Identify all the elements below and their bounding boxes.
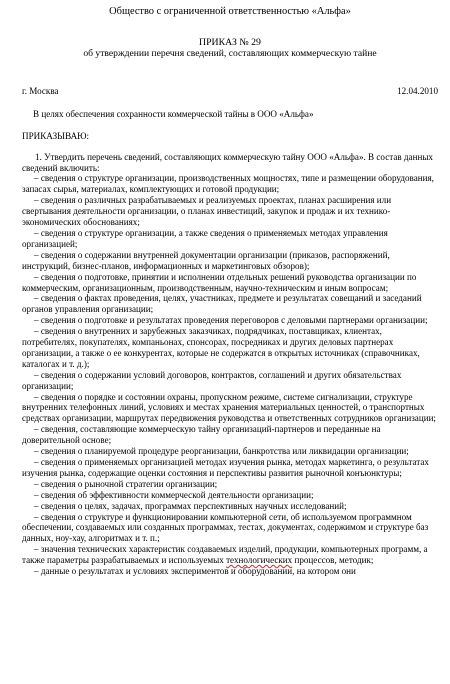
- list-item: – сведения о различных разрабатываемых и реализуемых проектах, планах расширения или свертывания деятельности организации, о планах инвестиций, закупок и продаж и их технико-экономических обоснованиях;: [22, 195, 392, 228]
- intro-text: В целях обеспечения сохранности коммерческой тайны в ООО «Альфа»: [33, 108, 314, 119]
- list-item: – сведения об эффективности коммерческой деятельности организации;: [34, 489, 314, 500]
- list-item: – сведения о планируемой процедуре реорганизации, банкротства или ликвидации организации;: [34, 446, 409, 457]
- paragraph-1: 1. Утвердить перечень сведений, составляющих коммерческую тайну ООО «Альфа». В состав данных сведений включить:: [22, 151, 433, 173]
- list-item: – сведения о подготовке и результатах проведения переговоров с деловыми партнерами организации;: [34, 315, 428, 326]
- list-item: – сведения о рыночной стратегии организации;: [34, 478, 218, 489]
- order-date: 12.04.2010: [397, 85, 438, 96]
- list-item: – сведения о структуре организации, производственных мощностях, типе и размещении оборудования, запасах сырья, материалах, комплектующих и готовой продукции;: [22, 173, 434, 195]
- organization-name: Общество с ограниченной ответственностью «Альфа»: [109, 6, 351, 17]
- info-items-list: [22, 173, 438, 577]
- spellcheck-word: технологических: [226, 555, 293, 566]
- list-item: – сведения о содержании внутренней документации организации (приказов, распоряжений, инструкций, бизнес-планов, информационных и маркетинговых обзоров);: [22, 249, 390, 271]
- order-title: ПРИКАЗ № 29: [199, 36, 261, 48]
- list-item: – сведения о целях, задачах, программах перспективных научных исследований;: [34, 500, 347, 511]
- city-date-row: [22, 86, 438, 97]
- decree-word: ПРИКАЗЫВАЮ:: [22, 130, 90, 141]
- list-item: – данные о результатах и условиях экспериментов и оборудовании, на котором они: [34, 566, 356, 577]
- list-item: – сведения о содержании условий договоров, контрактов, соглашений и других обязательствах организации;: [22, 369, 402, 391]
- list-item: – сведения о структуре и функционировании компьютерной сети, об используемом программном обеспечении, создаваемых или созданных программах, тестах, документах, содержимом и структуре баз данных, ноу-хау, алгоритмах и т. п.;: [22, 511, 429, 544]
- list-item: – сведения о внутренних и зарубежных заказчиках, подрядчиках, поставщиках, клиентах, потребителях, покупателях, компаньонах, спонсорах, посредниках и других деловых партнерах организации, а также о ее конкурентах, которые не содержатся в открытых источниках (справочниках, каталогах и т. д.);: [22, 326, 420, 369]
- list-item: – сведения о структуре организации, а также сведения о применяемых методах управления организацией;: [22, 227, 388, 249]
- city: г. Москва: [22, 85, 59, 96]
- list-item: – сведения о применяемых организацией методах изучения рынка, методах маркетинга, о результатах изучения рынка, содержащие оценки состояния и перспективы развития рыночной конъюнктуры;: [22, 457, 429, 478]
- list-item: – сведения, составляющие коммерческую тайну организаций-партнеров и переданные на доверительной основе;: [22, 424, 381, 446]
- order-subtitle: об утверждении перечня сведений, составляющих коммерческую тайне: [83, 47, 377, 59]
- list-item: – сведения о порядке и состоянии охраны, пропускном режиме, системе сигнализации, структуре внутренних телефонных линий, условиях и местах хранения материальных ценностей, о транспортных средствах организации, маршрутах передвижения руководства и ответственных сотрудников организации;: [22, 391, 436, 424]
- list-item: – значения технических характеристик создаваемых изделий, продукции, компьютерных программ, а также параметры разрабатываемых и используемых технологических процессов, методик;: [22, 544, 428, 566]
- list-item: – сведения о подготовке, принятии и исполнении отдельных решений руководства организации по коммерческим, организационным, производственным, научно-техническим и иным вопросам;: [22, 271, 417, 293]
- list-item: – сведения о фактах проведения, целях, участниках, предмете и результатах совещаний и заседаний органов управления организации;: [22, 293, 422, 315]
